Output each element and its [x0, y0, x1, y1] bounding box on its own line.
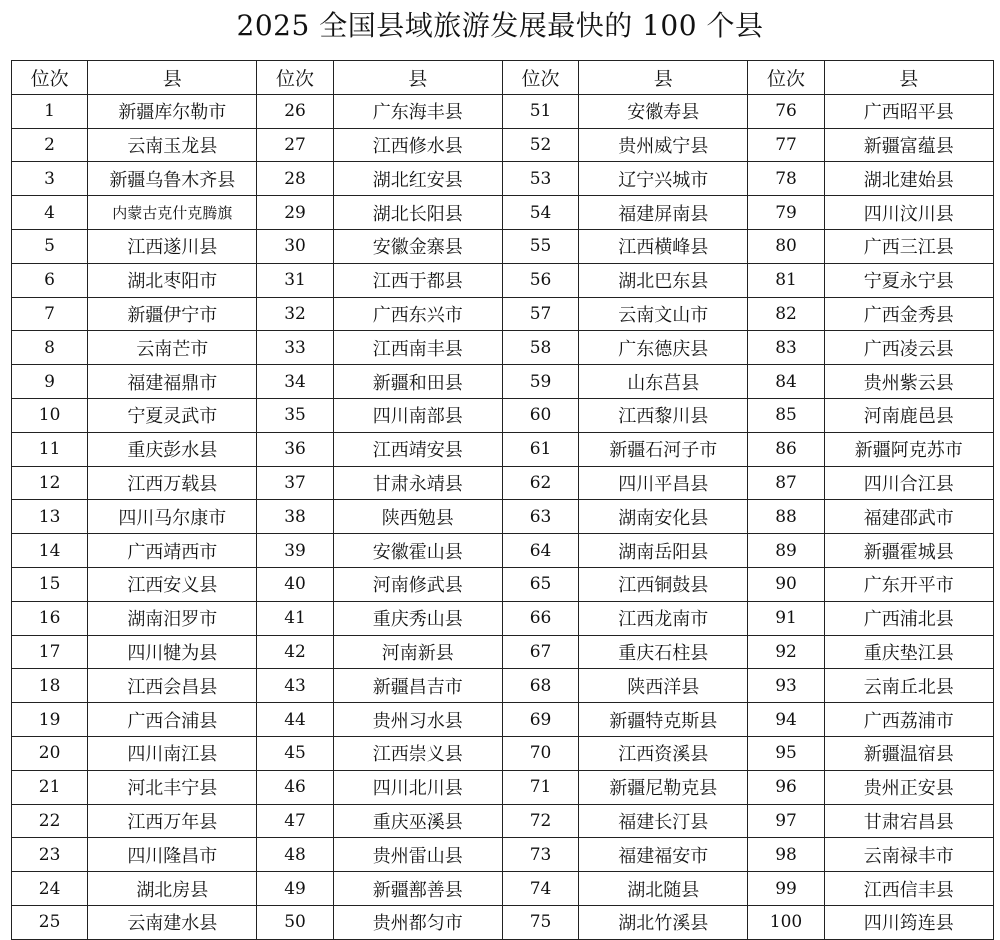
county-cell: 贵州威宁县: [579, 128, 748, 162]
county-cell: 江西安义县: [88, 567, 257, 601]
county-cell: 四川筠连县: [824, 905, 993, 939]
county-cell: 广西合浦县: [88, 703, 257, 737]
county-cell: 新疆库尔勒市: [88, 94, 257, 128]
rank-cell: 4: [12, 196, 88, 230]
county-column-header: 县: [579, 61, 748, 95]
county-cell: 江西龙南市: [579, 601, 748, 635]
county-cell: 湖北竹溪县: [579, 905, 748, 939]
table-row: [12, 229, 994, 263]
rank-cell: 62: [502, 466, 578, 500]
table-row: [12, 601, 994, 635]
county-cell: 安徽寿县: [579, 94, 748, 128]
county-cell: 江西黎川县: [579, 398, 748, 432]
rank-cell: 13: [12, 500, 88, 534]
rank-cell: 66: [502, 601, 578, 635]
rank-cell: 52: [502, 128, 578, 162]
county-cell: 河北丰宁县: [88, 770, 257, 804]
county-cell: 四川南江县: [88, 736, 257, 770]
table-row: [12, 534, 994, 568]
county-cell: 安徽金寨县: [333, 229, 502, 263]
county-cell: 新疆鄯善县: [333, 872, 502, 906]
county-cell: 重庆彭水县: [88, 432, 257, 466]
rank-cell: 27: [257, 128, 333, 162]
county-cell: 甘肃永靖县: [333, 466, 502, 500]
county-cell: 江西靖安县: [333, 432, 502, 466]
county-column-header: 县: [333, 61, 502, 95]
county-cell: 重庆石柱县: [579, 635, 748, 669]
rank-cell: 99: [748, 872, 824, 906]
rank-cell: 100: [748, 905, 824, 939]
table-row: [12, 567, 994, 601]
rank-cell: 33: [257, 331, 333, 365]
county-cell: 新疆特克斯县: [579, 703, 748, 737]
county-cell: 江西万年县: [88, 804, 257, 838]
county-cell: 云南芒市: [88, 331, 257, 365]
rank-column-header: 位次: [502, 61, 578, 95]
county-cell: 新疆阿克苏市: [824, 432, 993, 466]
county-cell: 湖南安化县: [579, 500, 748, 534]
ranking-table: [11, 60, 994, 940]
rank-cell: 76: [748, 94, 824, 128]
table-row: [12, 770, 994, 804]
table-row: [12, 500, 994, 534]
rank-column-header: 位次: [257, 61, 333, 95]
county-cell: 湖北随县: [579, 872, 748, 906]
table-row: [12, 331, 994, 365]
rank-cell: 44: [257, 703, 333, 737]
rank-cell: 48: [257, 838, 333, 872]
rank-cell: 28: [257, 162, 333, 196]
county-cell: 江西遂川县: [88, 229, 257, 263]
rank-cell: 73: [502, 838, 578, 872]
county-cell: 宁夏灵武市: [88, 398, 257, 432]
rank-cell: 69: [502, 703, 578, 737]
rank-cell: 68: [502, 669, 578, 703]
rank-cell: 55: [502, 229, 578, 263]
rank-cell: 32: [257, 297, 333, 331]
county-cell: 江西信丰县: [824, 872, 993, 906]
rank-cell: 14: [12, 534, 88, 568]
county-cell: 江西于都县: [333, 263, 502, 297]
rank-cell: 97: [748, 804, 824, 838]
county-cell: 江西铜鼓县: [579, 567, 748, 601]
county-cell: 安徽霍山县: [333, 534, 502, 568]
county-cell: 广西荔浦市: [824, 703, 993, 737]
rank-cell: 31: [257, 263, 333, 297]
rank-cell: 58: [502, 331, 578, 365]
county-cell: 广西凌云县: [824, 331, 993, 365]
county-cell: 四川南部县: [333, 398, 502, 432]
county-cell: 辽宁兴城市: [579, 162, 748, 196]
rank-cell: 24: [12, 872, 88, 906]
table-header: [12, 61, 994, 95]
rank-cell: 1: [12, 94, 88, 128]
rank-cell: 64: [502, 534, 578, 568]
rank-cell: 89: [748, 534, 824, 568]
rank-cell: 26: [257, 94, 333, 128]
county-cell: 陕西勉县: [333, 500, 502, 534]
rank-cell: 42: [257, 635, 333, 669]
rank-cell: 19: [12, 703, 88, 737]
county-cell: 湖北长阳县: [333, 196, 502, 230]
county-cell: 云南文山市: [579, 297, 748, 331]
rank-cell: 84: [748, 365, 824, 399]
county-cell: 广西浦北县: [824, 601, 993, 635]
county-cell: 新疆尼勒克县: [579, 770, 748, 804]
table-row: [12, 365, 994, 399]
county-cell: 福建屏南县: [579, 196, 748, 230]
rank-cell: 88: [748, 500, 824, 534]
table-row: [12, 263, 994, 297]
county-cell: 河南新县: [333, 635, 502, 669]
rank-cell: 80: [748, 229, 824, 263]
rank-cell: 85: [748, 398, 824, 432]
rank-column-header: 位次: [12, 61, 88, 95]
county-cell: 云南建水县: [88, 905, 257, 939]
table-body: [12, 94, 994, 939]
county-cell: 湖南汨罗市: [88, 601, 257, 635]
county-cell: 湖北巴东县: [579, 263, 748, 297]
county-cell: 重庆垫江县: [824, 635, 993, 669]
page-title: 2025 全国县域旅游发展最快的 100 个县: [236, 9, 764, 42]
county-cell: 贵州紫云县: [824, 365, 993, 399]
rank-cell: 75: [502, 905, 578, 939]
county-cell: 新疆乌鲁木齐县: [88, 162, 257, 196]
table-row: [12, 838, 994, 872]
county-cell: 新疆和田县: [333, 365, 502, 399]
rank-cell: 54: [502, 196, 578, 230]
county-cell: 四川马尔康市: [88, 500, 257, 534]
rank-cell: 98: [748, 838, 824, 872]
rank-cell: 17: [12, 635, 88, 669]
county-cell: 广西靖西市: [88, 534, 257, 568]
county-cell: 江西横峰县: [579, 229, 748, 263]
rank-cell: 59: [502, 365, 578, 399]
county-cell: 重庆巫溪县: [333, 804, 502, 838]
rank-cell: 50: [257, 905, 333, 939]
rank-cell: 9: [12, 365, 88, 399]
county-cell: 四川隆昌市: [88, 838, 257, 872]
rank-cell: 6: [12, 263, 88, 297]
county-cell: 江西崇义县: [333, 736, 502, 770]
rank-cell: 53: [502, 162, 578, 196]
rank-cell: 60: [502, 398, 578, 432]
county-cell: 湖北枣阳市: [88, 263, 257, 297]
county-cell: 贵州习水县: [333, 703, 502, 737]
rank-cell: 57: [502, 297, 578, 331]
rank-cell: 40: [257, 567, 333, 601]
county-cell: 新疆昌吉市: [333, 669, 502, 703]
rank-cell: 8: [12, 331, 88, 365]
rank-cell: 67: [502, 635, 578, 669]
table-row: [12, 297, 994, 331]
table-row: [12, 432, 994, 466]
rank-cell: 47: [257, 804, 333, 838]
table-row: [12, 398, 994, 432]
table-row: [12, 94, 994, 128]
rank-cell: 87: [748, 466, 824, 500]
rank-cell: 92: [748, 635, 824, 669]
county-cell: 福建福鼎市: [88, 365, 257, 399]
county-cell: 江西南丰县: [333, 331, 502, 365]
county-cell: 宁夏永宁县: [824, 263, 993, 297]
county-cell: 福建长汀县: [579, 804, 748, 838]
county-cell: 贵州雷山县: [333, 838, 502, 872]
rank-cell: 36: [257, 432, 333, 466]
rank-cell: 16: [12, 601, 88, 635]
rank-cell: 10: [12, 398, 88, 432]
county-cell: 湖南岳阳县: [579, 534, 748, 568]
rank-cell: 49: [257, 872, 333, 906]
county-cell: 广西东兴市: [333, 297, 502, 331]
county-cell: 四川平昌县: [579, 466, 748, 500]
rank-cell: 20: [12, 736, 88, 770]
rank-cell: 3: [12, 162, 88, 196]
rank-cell: 2: [12, 128, 88, 162]
rank-cell: 18: [12, 669, 88, 703]
county-cell: 河南修武县: [333, 567, 502, 601]
rank-cell: 65: [502, 567, 578, 601]
county-cell: 湖北建始县: [824, 162, 993, 196]
table-row: [12, 736, 994, 770]
county-cell: 山东莒县: [579, 365, 748, 399]
county-cell: 广东海丰县: [333, 94, 502, 128]
rank-cell: 94: [748, 703, 824, 737]
table-row: [12, 872, 994, 906]
county-cell: 河南鹿邑县: [824, 398, 993, 432]
rank-cell: 77: [748, 128, 824, 162]
rank-cell: 81: [748, 263, 824, 297]
rank-cell: 51: [502, 94, 578, 128]
table-row: [12, 635, 994, 669]
county-cell: 陕西洋县: [579, 669, 748, 703]
rank-cell: 79: [748, 196, 824, 230]
county-cell: 江西资溪县: [579, 736, 748, 770]
county-cell: 云南玉龙县: [88, 128, 257, 162]
county-cell: 广西金秀县: [824, 297, 993, 331]
county-cell: 新疆温宿县: [824, 736, 993, 770]
county-cell: 新疆石河子市: [579, 432, 748, 466]
county-cell: 内蒙古克什克腾旗: [88, 196, 257, 230]
rank-cell: 25: [12, 905, 88, 939]
rank-cell: 5: [12, 229, 88, 263]
rank-cell: 46: [257, 770, 333, 804]
rank-column-header: 位次: [748, 61, 824, 95]
rank-cell: 72: [502, 804, 578, 838]
county-cell: 广西昭平县: [824, 94, 993, 128]
county-cell: 新疆富蕴县: [824, 128, 993, 162]
county-cell: 四川犍为县: [88, 635, 257, 669]
rank-cell: 78: [748, 162, 824, 196]
county-cell: 福建邵武市: [824, 500, 993, 534]
rank-cell: 23: [12, 838, 88, 872]
county-cell: 四川合江县: [824, 466, 993, 500]
county-cell: 云南丘北县: [824, 669, 993, 703]
county-cell: 新疆霍城县: [824, 534, 993, 568]
rank-cell: 96: [748, 770, 824, 804]
county-cell: 江西万载县: [88, 466, 257, 500]
table-row: [12, 196, 994, 230]
header-row: [12, 61, 994, 95]
county-column-header: 县: [824, 61, 993, 95]
rank-cell: 30: [257, 229, 333, 263]
rank-cell: 11: [12, 432, 88, 466]
rank-cell: 34: [257, 365, 333, 399]
rank-cell: 21: [12, 770, 88, 804]
county-column-header: 县: [88, 61, 257, 95]
rank-cell: 86: [748, 432, 824, 466]
county-cell: 云南禄丰市: [824, 838, 993, 872]
table-row: [12, 703, 994, 737]
table-row: [12, 905, 994, 939]
county-cell: 新疆伊宁市: [88, 297, 257, 331]
rank-cell: 71: [502, 770, 578, 804]
county-cell: 广西三江县: [824, 229, 993, 263]
county-cell: 贵州正安县: [824, 770, 993, 804]
county-cell: 福建福安市: [579, 838, 748, 872]
rank-cell: 70: [502, 736, 578, 770]
rank-cell: 93: [748, 669, 824, 703]
rank-cell: 29: [257, 196, 333, 230]
table-row: [12, 128, 994, 162]
rank-cell: 82: [748, 297, 824, 331]
county-cell: 江西修水县: [333, 128, 502, 162]
county-cell: 湖北红安县: [333, 162, 502, 196]
county-cell: 广东德庆县: [579, 331, 748, 365]
county-cell: 四川北川县: [333, 770, 502, 804]
rank-cell: 22: [12, 804, 88, 838]
rank-cell: 74: [502, 872, 578, 906]
table-row: [12, 669, 994, 703]
table-row: [12, 804, 994, 838]
rank-cell: 35: [257, 398, 333, 432]
county-cell: 贵州都匀市: [333, 905, 502, 939]
rank-cell: 39: [257, 534, 333, 568]
rank-cell: 45: [257, 736, 333, 770]
rank-cell: 61: [502, 432, 578, 466]
rank-cell: 15: [12, 567, 88, 601]
rank-cell: 56: [502, 263, 578, 297]
rank-cell: 43: [257, 669, 333, 703]
rank-cell: 90: [748, 567, 824, 601]
county-cell: 重庆秀山县: [333, 601, 502, 635]
rank-cell: 95: [748, 736, 824, 770]
county-cell: 江西会昌县: [88, 669, 257, 703]
rank-cell: 38: [257, 500, 333, 534]
rank-cell: 7: [12, 297, 88, 331]
rank-cell: 12: [12, 466, 88, 500]
rank-cell: 63: [502, 500, 578, 534]
rank-cell: 91: [748, 601, 824, 635]
county-cell: 四川汶川县: [824, 196, 993, 230]
rank-cell: 41: [257, 601, 333, 635]
rank-cell: 37: [257, 466, 333, 500]
table-row: [12, 466, 994, 500]
rank-cell: 83: [748, 331, 824, 365]
county-cell: 甘肃宕昌县: [824, 804, 993, 838]
county-cell: 广东开平市: [824, 567, 993, 601]
county-cell: 湖北房县: [88, 872, 257, 906]
table-row: [12, 162, 994, 196]
